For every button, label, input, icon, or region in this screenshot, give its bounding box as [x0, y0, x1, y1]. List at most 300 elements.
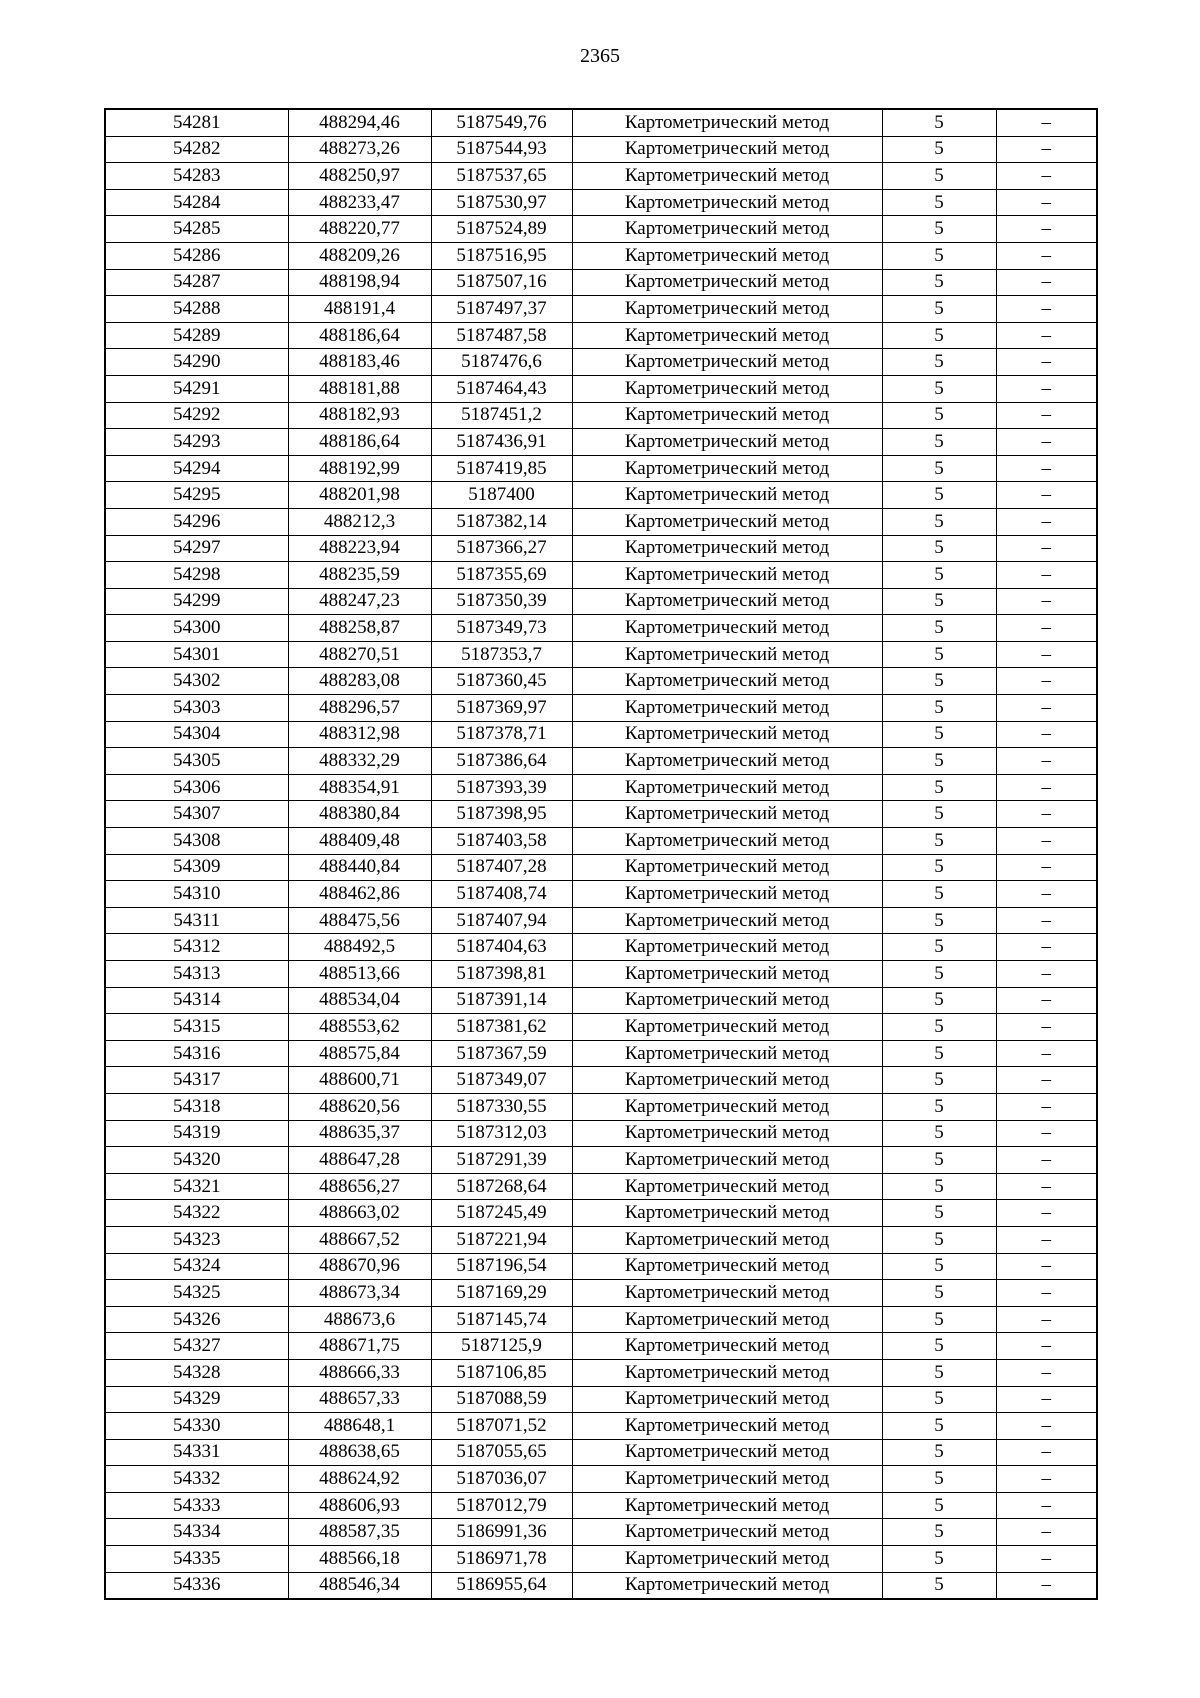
accuracy-cell: 5 — [882, 1014, 996, 1041]
table-row — [105, 163, 1097, 190]
accuracy-cell: 5 — [882, 1173, 996, 1200]
method-cell: Картометрический метод — [572, 721, 882, 748]
x-coordinate-cell: 488671,75 — [288, 1333, 431, 1360]
method-cell: Картометрический метод — [572, 1014, 882, 1041]
point-number-cell: 54294 — [105, 455, 288, 482]
method-cell: Картометрический метод — [572, 349, 882, 376]
point-number-cell: 54311 — [105, 907, 288, 934]
table-row — [105, 1147, 1097, 1174]
y-coordinate-cell: 5187382,14 — [431, 508, 572, 535]
x-coordinate-cell: 488656,27 — [288, 1173, 431, 1200]
accuracy-cell: 5 — [882, 615, 996, 642]
point-number-cell: 54285 — [105, 216, 288, 243]
description-cell: – — [996, 562, 1097, 589]
method-cell: Картометрический метод — [572, 109, 882, 136]
y-coordinate-cell: 5187330,55 — [431, 1093, 572, 1120]
accuracy-cell: 5 — [882, 774, 996, 801]
description-cell: – — [996, 1120, 1097, 1147]
description-cell: – — [996, 109, 1097, 136]
point-number-cell: 54304 — [105, 721, 288, 748]
description-cell: – — [996, 1200, 1097, 1227]
description-cell: – — [996, 1014, 1097, 1041]
point-number-cell: 54300 — [105, 615, 288, 642]
description-cell: – — [996, 1226, 1097, 1253]
method-cell: Картометрический метод — [572, 1147, 882, 1174]
accuracy-cell: 5 — [882, 189, 996, 216]
description-cell: – — [996, 1253, 1097, 1280]
method-cell: Картометрический метод — [572, 1492, 882, 1519]
method-cell: Картометрический метод — [572, 535, 882, 562]
method-cell: Картометрический метод — [572, 1466, 882, 1493]
description-cell: – — [996, 1306, 1097, 1333]
point-number-cell: 54323 — [105, 1226, 288, 1253]
description-cell: – — [996, 934, 1097, 961]
accuracy-cell: 5 — [882, 429, 996, 456]
table-row — [105, 828, 1097, 855]
point-number-cell: 54321 — [105, 1173, 288, 1200]
point-number-cell: 54288 — [105, 296, 288, 323]
point-number-cell: 54319 — [105, 1120, 288, 1147]
accuracy-cell: 5 — [882, 907, 996, 934]
x-coordinate-cell: 488513,66 — [288, 961, 431, 988]
x-coordinate-cell: 488273,26 — [288, 136, 431, 163]
accuracy-cell: 5 — [882, 1200, 996, 1227]
description-cell: – — [996, 1519, 1097, 1546]
description-cell: – — [996, 508, 1097, 535]
point-number-cell: 54296 — [105, 508, 288, 535]
x-coordinate-cell: 488183,46 — [288, 349, 431, 376]
y-coordinate-cell: 5187497,37 — [431, 296, 572, 323]
method-cell: Картометрический метод — [572, 881, 882, 908]
method-cell: Картометрический метод — [572, 1120, 882, 1147]
y-coordinate-cell: 5187349,73 — [431, 615, 572, 642]
point-number-cell: 54292 — [105, 402, 288, 429]
point-number-cell: 54335 — [105, 1546, 288, 1573]
description-cell: – — [996, 1466, 1097, 1493]
y-coordinate-cell: 5187088,59 — [431, 1386, 572, 1413]
accuracy-cell: 5 — [882, 1280, 996, 1307]
y-coordinate-cell: 5187391,14 — [431, 987, 572, 1014]
accuracy-cell: 5 — [882, 934, 996, 961]
table-row — [105, 109, 1097, 136]
y-coordinate-cell: 5187530,97 — [431, 189, 572, 216]
point-number-cell: 54298 — [105, 562, 288, 589]
table-row — [105, 934, 1097, 961]
method-cell: Картометрический метод — [572, 1226, 882, 1253]
point-number-cell: 54316 — [105, 1040, 288, 1067]
x-coordinate-cell: 488657,33 — [288, 1386, 431, 1413]
accuracy-cell: 5 — [882, 322, 996, 349]
table-row — [105, 455, 1097, 482]
table-row — [105, 322, 1097, 349]
accuracy-cell: 5 — [882, 1519, 996, 1546]
point-number-cell: 54313 — [105, 961, 288, 988]
point-number-cell: 54326 — [105, 1306, 288, 1333]
x-coordinate-cell: 488380,84 — [288, 801, 431, 828]
point-number-cell: 54331 — [105, 1439, 288, 1466]
method-cell: Картометрический метод — [572, 1200, 882, 1227]
y-coordinate-cell: 5187516,95 — [431, 242, 572, 269]
table-row — [105, 562, 1097, 589]
y-coordinate-cell: 5187381,62 — [431, 1014, 572, 1041]
table-row — [105, 881, 1097, 908]
method-cell: Картометрический метод — [572, 1253, 882, 1280]
x-coordinate-cell: 488233,47 — [288, 189, 431, 216]
coordinates-table — [104, 108, 1098, 1600]
description-cell: – — [996, 322, 1097, 349]
point-number-cell: 54287 — [105, 269, 288, 296]
method-cell: Картометрический метод — [572, 854, 882, 881]
description-cell: – — [996, 1439, 1097, 1466]
point-number-cell: 54281 — [105, 109, 288, 136]
point-number-cell: 54327 — [105, 1333, 288, 1360]
point-number-cell: 54290 — [105, 349, 288, 376]
y-coordinate-cell: 5187407,28 — [431, 854, 572, 881]
accuracy-cell: 5 — [882, 1359, 996, 1386]
x-coordinate-cell: 488624,92 — [288, 1466, 431, 1493]
table-row — [105, 402, 1097, 429]
y-coordinate-cell: 5187145,74 — [431, 1306, 572, 1333]
table-row — [105, 907, 1097, 934]
table-row — [105, 136, 1097, 163]
point-number-cell: 54312 — [105, 934, 288, 961]
table-row — [105, 269, 1097, 296]
point-number-cell: 54301 — [105, 641, 288, 668]
method-cell: Картометрический метод — [572, 402, 882, 429]
method-cell: Картометрический метод — [572, 455, 882, 482]
point-number-cell: 54320 — [105, 1147, 288, 1174]
y-coordinate-cell: 5187419,85 — [431, 455, 572, 482]
table-row — [105, 748, 1097, 775]
method-cell: Картометрический метод — [572, 562, 882, 589]
accuracy-cell: 5 — [882, 641, 996, 668]
y-coordinate-cell: 5187349,07 — [431, 1067, 572, 1094]
x-coordinate-cell: 488332,29 — [288, 748, 431, 775]
table-row — [105, 1120, 1097, 1147]
method-cell: Картометрический метод — [572, 748, 882, 775]
accuracy-cell: 5 — [882, 482, 996, 509]
x-coordinate-cell: 488670,96 — [288, 1253, 431, 1280]
y-coordinate-cell: 5187398,81 — [431, 961, 572, 988]
y-coordinate-cell: 5187404,63 — [431, 934, 572, 961]
table-row — [105, 615, 1097, 642]
x-coordinate-cell: 488182,93 — [288, 402, 431, 429]
x-coordinate-cell: 488220,77 — [288, 216, 431, 243]
x-coordinate-cell: 488546,34 — [288, 1572, 431, 1599]
table-row — [105, 216, 1097, 243]
point-number-cell: 54283 — [105, 163, 288, 190]
table-row — [105, 1359, 1097, 1386]
table-row — [105, 1492, 1097, 1519]
accuracy-cell: 5 — [882, 402, 996, 429]
table-row — [105, 508, 1097, 535]
point-number-cell: 54282 — [105, 136, 288, 163]
y-coordinate-cell: 5186991,36 — [431, 1519, 572, 1546]
y-coordinate-cell: 5187355,69 — [431, 562, 572, 589]
table-row — [105, 349, 1097, 376]
point-number-cell: 54302 — [105, 668, 288, 695]
y-coordinate-cell: 5187544,93 — [431, 136, 572, 163]
method-cell: Картометрический метод — [572, 1439, 882, 1466]
y-coordinate-cell: 5187071,52 — [431, 1413, 572, 1440]
description-cell: – — [996, 641, 1097, 668]
table-row — [105, 535, 1097, 562]
table-row — [105, 641, 1097, 668]
y-coordinate-cell: 5187400 — [431, 482, 572, 509]
x-coordinate-cell: 488247,23 — [288, 588, 431, 615]
point-number-cell: 54325 — [105, 1280, 288, 1307]
description-cell: – — [996, 1386, 1097, 1413]
x-coordinate-cell: 488638,65 — [288, 1439, 431, 1466]
description-cell: – — [996, 269, 1097, 296]
method-cell: Картометрический метод — [572, 1280, 882, 1307]
table-row — [105, 695, 1097, 722]
description-cell: – — [996, 429, 1097, 456]
method-cell: Картометрический метод — [572, 296, 882, 323]
method-cell: Картометрический метод — [572, 907, 882, 934]
x-coordinate-cell: 488296,57 — [288, 695, 431, 722]
x-coordinate-cell: 488192,99 — [288, 455, 431, 482]
method-cell: Картометрический метод — [572, 961, 882, 988]
description-cell: – — [996, 588, 1097, 615]
y-coordinate-cell: 5187507,16 — [431, 269, 572, 296]
point-number-cell: 54330 — [105, 1413, 288, 1440]
description-cell: – — [996, 907, 1097, 934]
description-cell: – — [996, 828, 1097, 855]
x-coordinate-cell: 488666,33 — [288, 1359, 431, 1386]
table-row — [105, 242, 1097, 269]
accuracy-cell: 5 — [882, 535, 996, 562]
x-coordinate-cell: 488409,48 — [288, 828, 431, 855]
accuracy-cell: 5 — [882, 1466, 996, 1493]
point-number-cell: 54297 — [105, 535, 288, 562]
method-cell: Картометрический метод — [572, 1067, 882, 1094]
x-coordinate-cell: 488312,98 — [288, 721, 431, 748]
description-cell: – — [996, 375, 1097, 402]
accuracy-cell: 5 — [882, 1386, 996, 1413]
accuracy-cell: 5 — [882, 163, 996, 190]
x-coordinate-cell: 488186,64 — [288, 322, 431, 349]
x-coordinate-cell: 488600,71 — [288, 1067, 431, 1094]
x-coordinate-cell: 488566,18 — [288, 1546, 431, 1573]
method-cell: Картометрический метод — [572, 1306, 882, 1333]
accuracy-cell: 5 — [882, 881, 996, 908]
description-cell: – — [996, 721, 1097, 748]
table-row — [105, 987, 1097, 1014]
table-row — [105, 1439, 1097, 1466]
method-cell: Картометрический метод — [572, 322, 882, 349]
y-coordinate-cell: 5186955,64 — [431, 1572, 572, 1599]
accuracy-cell: 5 — [882, 349, 996, 376]
y-coordinate-cell: 5187221,94 — [431, 1226, 572, 1253]
method-cell: Картометрический метод — [572, 695, 882, 722]
description-cell: – — [996, 801, 1097, 828]
method-cell: Картометрический метод — [572, 987, 882, 1014]
method-cell: Картометрический метод — [572, 801, 882, 828]
table-row — [105, 1466, 1097, 1493]
point-number-cell: 54318 — [105, 1093, 288, 1120]
x-coordinate-cell: 488235,59 — [288, 562, 431, 589]
description-cell: – — [996, 1359, 1097, 1386]
table-row — [105, 1014, 1097, 1041]
accuracy-cell: 5 — [882, 109, 996, 136]
table-row — [105, 1572, 1097, 1599]
method-cell: Картометрический метод — [572, 615, 882, 642]
description-cell: – — [996, 482, 1097, 509]
y-coordinate-cell: 5187386,64 — [431, 748, 572, 775]
y-coordinate-cell: 5187378,71 — [431, 721, 572, 748]
accuracy-cell: 5 — [882, 588, 996, 615]
point-number-cell: 54308 — [105, 828, 288, 855]
table-row — [105, 774, 1097, 801]
method-cell: Картометрический метод — [572, 1546, 882, 1573]
y-coordinate-cell: 5187012,79 — [431, 1492, 572, 1519]
x-coordinate-cell: 488648,1 — [288, 1413, 431, 1440]
method-cell: Картометрический метод — [572, 136, 882, 163]
accuracy-cell: 5 — [882, 1492, 996, 1519]
method-cell: Картометрический метод — [572, 1093, 882, 1120]
y-coordinate-cell: 5187125,9 — [431, 1333, 572, 1360]
accuracy-cell: 5 — [882, 695, 996, 722]
x-coordinate-cell: 488534,04 — [288, 987, 431, 1014]
x-coordinate-cell: 488587,35 — [288, 1519, 431, 1546]
description-cell: – — [996, 296, 1097, 323]
x-coordinate-cell: 488223,94 — [288, 535, 431, 562]
table-row — [105, 429, 1097, 456]
description-cell: – — [996, 881, 1097, 908]
point-number-cell: 54284 — [105, 189, 288, 216]
table-row — [105, 375, 1097, 402]
description-cell: – — [996, 615, 1097, 642]
x-coordinate-cell: 488186,64 — [288, 429, 431, 456]
accuracy-cell: 5 — [882, 216, 996, 243]
table-row — [105, 1306, 1097, 1333]
method-cell: Картометрический метод — [572, 641, 882, 668]
point-number-cell: 54324 — [105, 1253, 288, 1280]
accuracy-cell: 5 — [882, 1546, 996, 1573]
accuracy-cell: 5 — [882, 296, 996, 323]
description-cell: – — [996, 1280, 1097, 1307]
description-cell: – — [996, 695, 1097, 722]
table-row — [105, 1280, 1097, 1307]
accuracy-cell: 5 — [882, 668, 996, 695]
table-row — [105, 854, 1097, 881]
table-row — [105, 1173, 1097, 1200]
description-cell: – — [996, 748, 1097, 775]
y-coordinate-cell: 5187291,39 — [431, 1147, 572, 1174]
y-coordinate-cell: 5187549,76 — [431, 109, 572, 136]
description-cell: – — [996, 961, 1097, 988]
method-cell: Картометрический метод — [572, 1413, 882, 1440]
description-cell: – — [996, 136, 1097, 163]
description-cell: – — [996, 1492, 1097, 1519]
description-cell: – — [996, 987, 1097, 1014]
description-cell: – — [996, 163, 1097, 190]
x-coordinate-cell: 488250,97 — [288, 163, 431, 190]
table-row — [105, 1546, 1097, 1573]
description-cell: – — [996, 535, 1097, 562]
x-coordinate-cell: 488462,86 — [288, 881, 431, 908]
description-cell: – — [996, 1572, 1097, 1599]
table-row — [105, 961, 1097, 988]
x-coordinate-cell: 488283,08 — [288, 668, 431, 695]
accuracy-cell: 5 — [882, 1093, 996, 1120]
y-coordinate-cell: 5187537,65 — [431, 163, 572, 190]
table-row — [105, 801, 1097, 828]
accuracy-cell: 5 — [882, 748, 996, 775]
table-row — [105, 189, 1097, 216]
description-cell: – — [996, 774, 1097, 801]
accuracy-cell: 5 — [882, 721, 996, 748]
x-coordinate-cell: 488209,26 — [288, 242, 431, 269]
point-number-cell: 54307 — [105, 801, 288, 828]
description-cell: – — [996, 1040, 1097, 1067]
accuracy-cell: 5 — [882, 1067, 996, 1094]
x-coordinate-cell: 488667,52 — [288, 1226, 431, 1253]
y-coordinate-cell: 5187407,94 — [431, 907, 572, 934]
point-number-cell: 54306 — [105, 774, 288, 801]
point-number-cell: 54322 — [105, 1200, 288, 1227]
x-coordinate-cell: 488198,94 — [288, 269, 431, 296]
description-cell: – — [996, 189, 1097, 216]
method-cell: Картометрический метод — [572, 588, 882, 615]
x-coordinate-cell: 488294,46 — [288, 109, 431, 136]
point-number-cell: 54295 — [105, 482, 288, 509]
point-number-cell: 54314 — [105, 987, 288, 1014]
description-cell: – — [996, 1333, 1097, 1360]
y-coordinate-cell: 5187106,85 — [431, 1359, 572, 1386]
x-coordinate-cell: 488440,84 — [288, 854, 431, 881]
method-cell: Картометрический метод — [572, 189, 882, 216]
point-number-cell: 54305 — [105, 748, 288, 775]
y-coordinate-cell: 5187366,27 — [431, 535, 572, 562]
description-cell: – — [996, 455, 1097, 482]
x-coordinate-cell: 488647,28 — [288, 1147, 431, 1174]
table-row — [105, 721, 1097, 748]
description-cell: – — [996, 1173, 1097, 1200]
accuracy-cell: 5 — [882, 1413, 996, 1440]
method-cell: Картометрический метод — [572, 1572, 882, 1599]
y-coordinate-cell: 5187464,43 — [431, 375, 572, 402]
point-number-cell: 54293 — [105, 429, 288, 456]
method-cell: Картометрический метод — [572, 1386, 882, 1413]
accuracy-cell: 5 — [882, 801, 996, 828]
method-cell: Картометрический метод — [572, 774, 882, 801]
y-coordinate-cell: 5187451,2 — [431, 402, 572, 429]
point-number-cell: 54303 — [105, 695, 288, 722]
x-coordinate-cell: 488270,51 — [288, 641, 431, 668]
method-cell: Картометрический метод — [572, 375, 882, 402]
method-cell: Картометрический метод — [572, 1333, 882, 1360]
method-cell: Картометрический метод — [572, 508, 882, 535]
x-coordinate-cell: 488673,34 — [288, 1280, 431, 1307]
table-row — [105, 1200, 1097, 1227]
description-cell: – — [996, 1546, 1097, 1573]
method-cell: Картометрический метод — [572, 429, 882, 456]
table-row — [105, 588, 1097, 615]
accuracy-cell: 5 — [882, 508, 996, 535]
page-number: 2365 — [580, 45, 620, 67]
y-coordinate-cell: 5187403,58 — [431, 828, 572, 855]
accuracy-cell: 5 — [882, 1253, 996, 1280]
description-cell: – — [996, 854, 1097, 881]
accuracy-cell: 5 — [882, 375, 996, 402]
x-coordinate-cell: 488620,56 — [288, 1093, 431, 1120]
method-cell: Картометрический метод — [572, 482, 882, 509]
point-number-cell: 54328 — [105, 1359, 288, 1386]
accuracy-cell: 5 — [882, 1333, 996, 1360]
point-number-cell: 54309 — [105, 854, 288, 881]
